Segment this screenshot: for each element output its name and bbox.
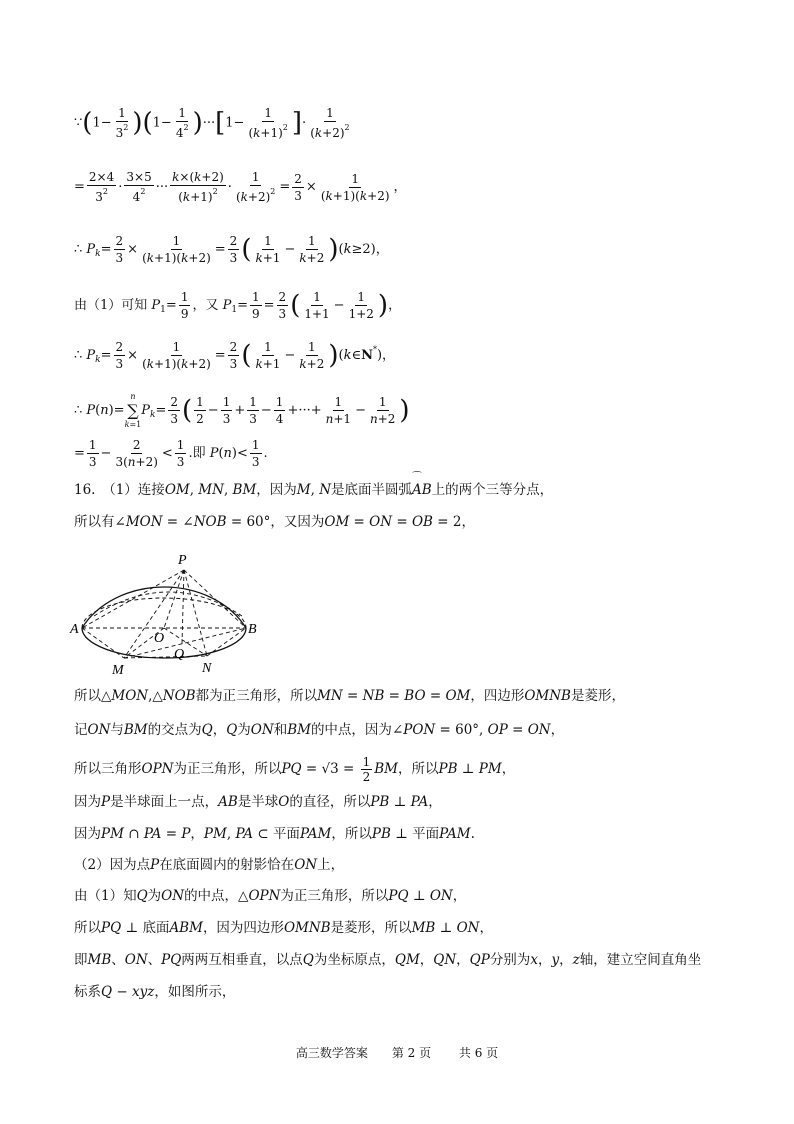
equation-line-4: 由（1）可知 $P_1=$ $\frac{1}{9}$ ，又 $P_1=$ $\frac{1}{9}$ = $\frac{2}{3}$ ( $\frac{1}{1+1}$ − $\frac{1}{1+2}$ )， xyxy=(74,290,402,321)
text-line-16a: 16. （1）连接OM, MN, BM，因为M, N是底面半圆弧AB ⌒ 上的两个三等分点， xyxy=(74,472,554,498)
equation-line-1: ∵(1− $\frac{1}{3^2}$ )(1− $\frac{1}{4^2}$ )···[1− $\frac{1}{(k+1)^2}$ ]· $\frac{1}{(k+2)^2}$ xyxy=(74,106,350,140)
equation-line-3: ∴ $P_k=$ $\frac{2}{3}$ × $\frac{1}{(k+1)(k+2)}$ = $\frac{2}{3}$ ( $\frac{1}{k+1}$ − $\frac{1}{k+2}$ )(k≥2)， xyxy=(74,234,389,265)
equation-line-7: = $\frac{1}{3}$ − $\frac{2}{3(n+2)}$ < $\frac{1}{3}$ .即 P(n)< $\frac{1}{3}$ . xyxy=(74,438,268,469)
text-line-23: （2）因为点P在底面圆内的射影恰在ON上， xyxy=(74,857,345,873)
label-M: M xyxy=(112,663,124,678)
text-line-24: 由（1）知Q为ON的中点，△OPN为正三角形，所以PQ ⊥ ON， xyxy=(74,888,467,904)
text-line-19: 记ON与BM的交点为Q，Q为ON和BM的中点，因为∠PON = 60°, OP = ON， xyxy=(74,722,565,738)
text-line-26: 即MB、ON、PQ两两互相垂直，以点Q为坐标原点，QM，QN，QP分别为x，y，z轴，建立空间直角坐 xyxy=(74,952,702,968)
label-P: P xyxy=(178,553,187,568)
equation-line-2: = $\frac{2\times 4}{3^2}$ · $\frac{3\times 5}{4^2}$ ··· $\frac{k\times(k+2)}{(k+1)^2}$ · $\frac{1}{(k+2)^2}$ = $\frac{2}{3}$ × $\frac{1}{(k+1)(k+2)}$ ， xyxy=(74,170,407,204)
hemisphere-diagram xyxy=(70,548,274,678)
text-line-27: 标系Q − xyz，如图所示， xyxy=(74,984,236,1000)
text-line-25: 所以PQ ⊥ 底面ABM，因为四边形OMNB是菱形，所以MB ⊥ ON， xyxy=(74,920,493,936)
text-line-16b: 所以有∠MON = ∠NOB = 60°，又因为OM = ON = OB = 2， xyxy=(74,514,475,530)
page-footer: 高三数学答案 第 2 页 共 6 页 xyxy=(295,1046,499,1060)
label-N: N xyxy=(202,661,212,676)
text-line-22: 因为PM ∩ PA = P，PM, PA ⊂ 平面PAM，所以PB ⊥ 平面PAM. xyxy=(74,826,475,842)
text-line-18: 所以△MON,△NOB都为正三角形，所以MN = NB = BO = OM，四边形OMNB是菱形， xyxy=(74,688,625,704)
text-line-20: 所以三角形OPN为正三角形，所以PQ = √3 = $\frac{1}{2}$ BM，所以PB ⊥ PM， xyxy=(74,755,516,784)
text-line-21: 因为P是半球面上一点，AB是半球O的直径，所以PB ⊥ PA， xyxy=(74,794,442,810)
label-A: A xyxy=(70,622,79,637)
label-B: B xyxy=(248,622,257,637)
equation-line-6: ∴ P(n)= n ∑ k=1 $P_k=$ $\frac{2}{3}$ ( $\frac{1}{2}$ − $\frac{1}{3}$ + $\frac{1}{3}$ − $\frac{1}{4}$ +···+ $\frac{1}{n+1}$ − $\frac{1}{n+2}$ ) xyxy=(74,392,410,429)
label-O: O xyxy=(154,631,165,646)
equation-line-5: ∴ $P_k=$ $\frac{2}{3}$ × $\frac{1}{(k+1)(k+2)}$ = $\frac{2}{3}$ ( $\frac{1}{k+1}$ − $\frac{1}{k+2}$ )(k∈N*)， xyxy=(74,340,396,371)
label-Q: Q xyxy=(174,647,185,662)
